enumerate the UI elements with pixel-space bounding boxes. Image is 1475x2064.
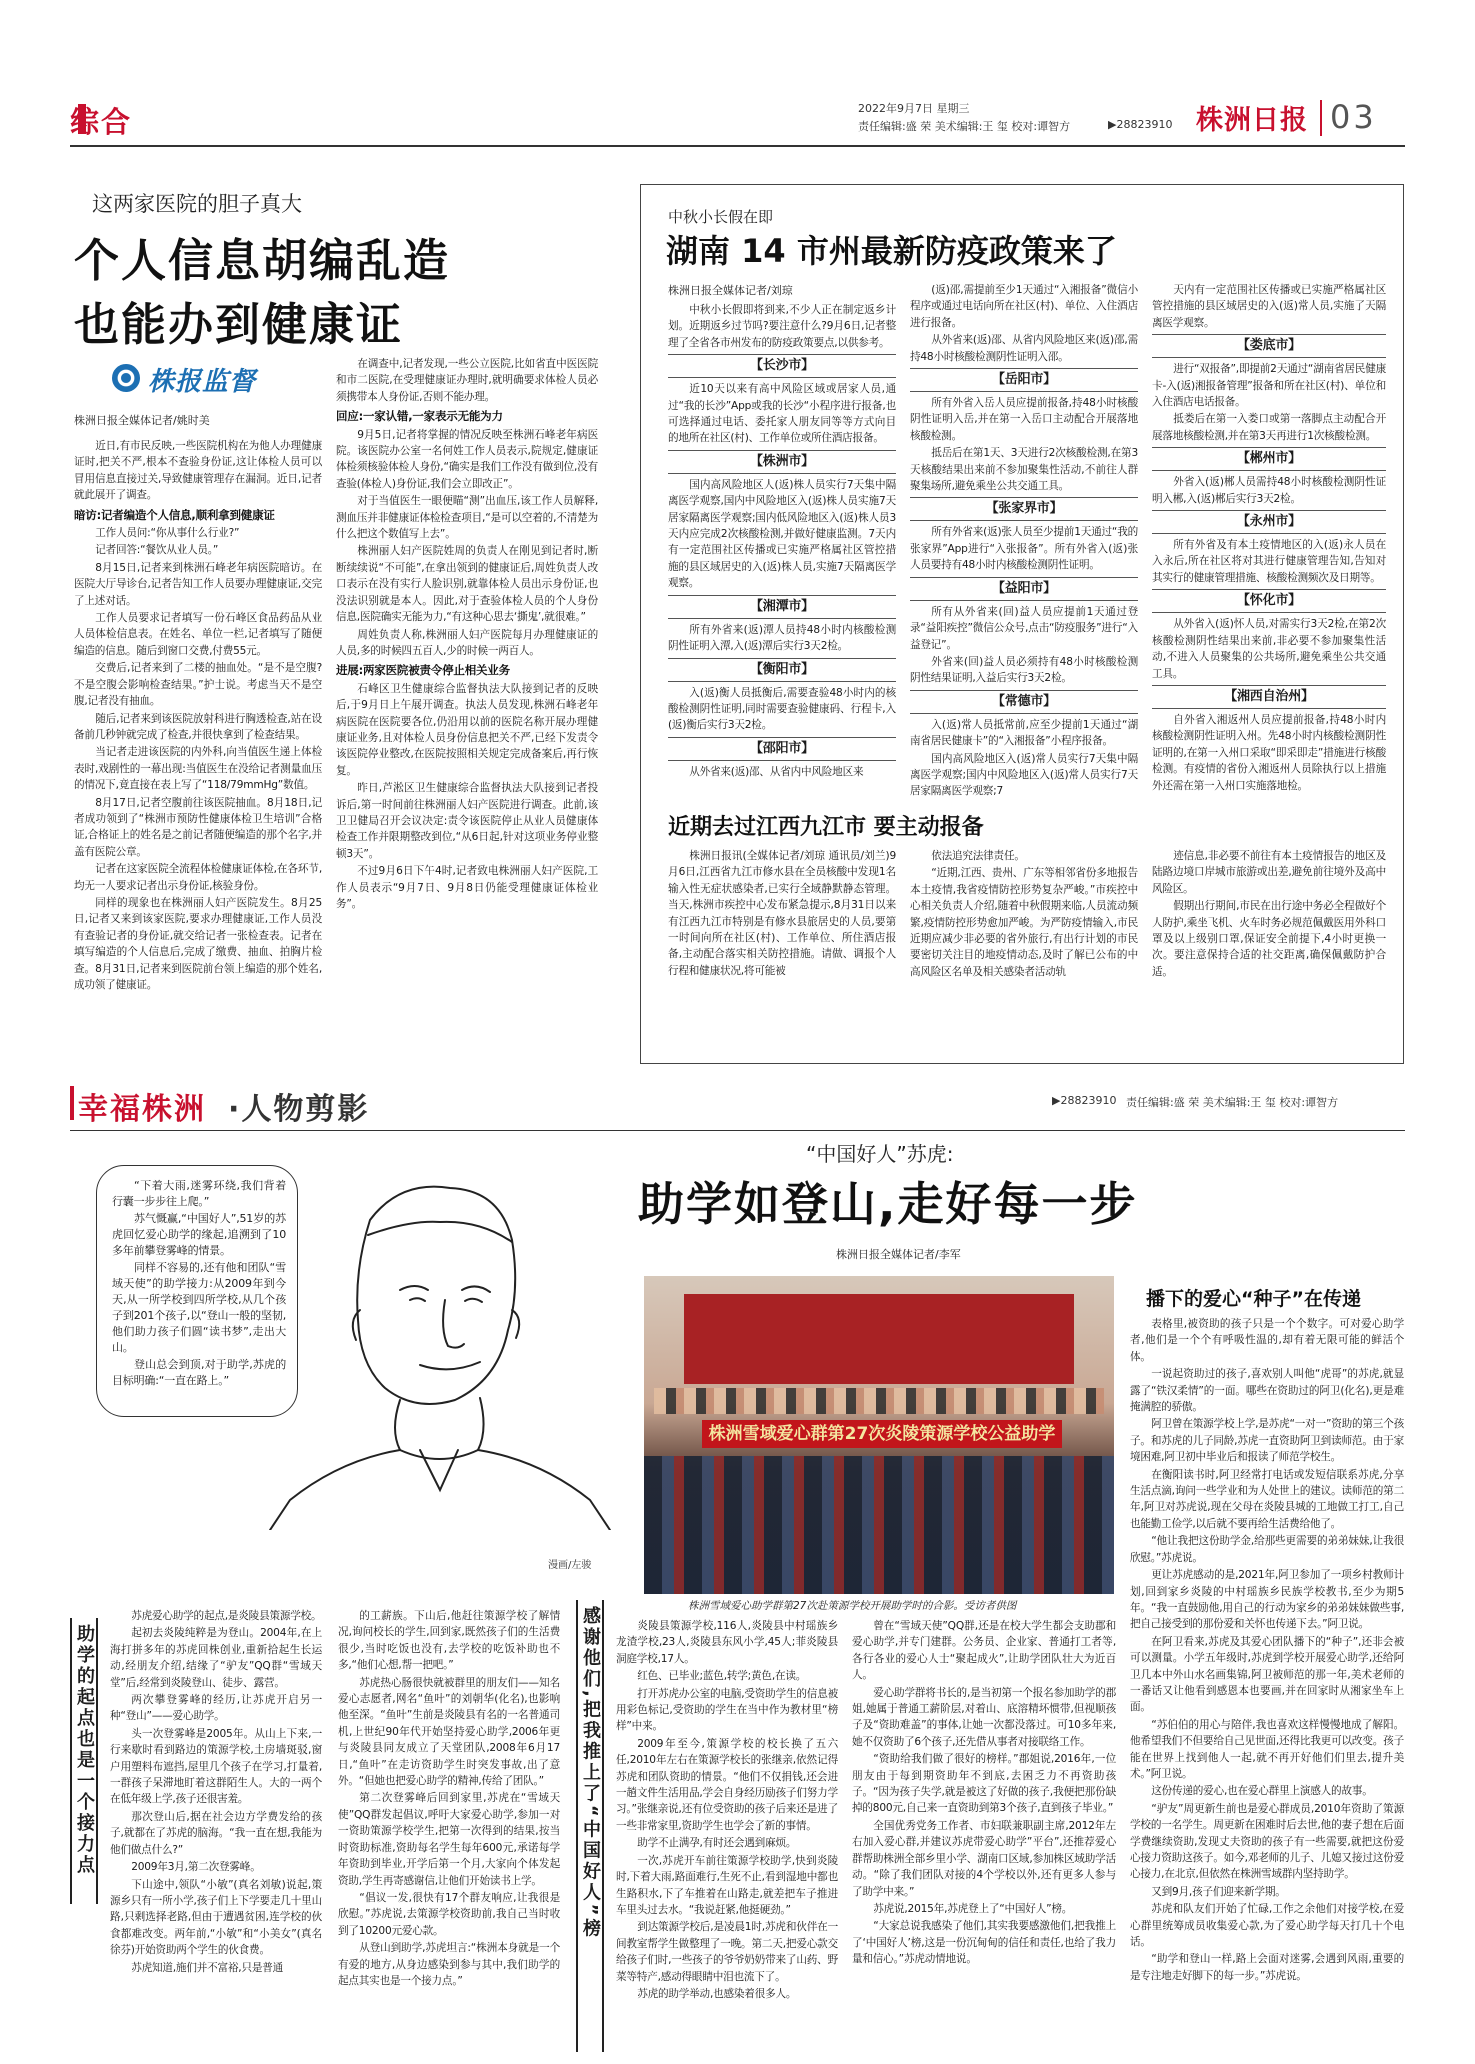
paragraph: 苏虎和队友们开始了忙碌,工作之余他们对接学校,在爱心群里统筹成员收集爱心款,为了爱心助学每天打几十个电话。 xyxy=(1130,1903,1404,1949)
region-heading: 【岳阳市】 xyxy=(910,368,1138,392)
feature-col-2 xyxy=(338,1608,560,2058)
hospital-title-line2: 也能办到健康证 xyxy=(74,298,404,351)
paragraph: 昨日,芦淞区卫生健康综合监督执法大队接到记者投诉后,第一时间前往株洲丽人妇产医院进行调查。此前,该卫卫健局召开会议决定:责令该医院停止从业人员健康体检查工作并限期整改到位,“从6日起,针对这项业务停业整顿3天”。 xyxy=(336,782,598,860)
paragraph: 所有外省来(返)张人员至少提前1天通过“我的张家界”App进行“入张报备”。所有外省入(返)张人员要持有48小时内核酸检测阴性证明。 xyxy=(910,526,1138,572)
region-heading: 【怀化市】 xyxy=(1152,589,1386,613)
paragraph: 随后,记者来到该医院放射科进行胸透检查,站在设备前几秒钟就完成了检查,并很快拿到了检查结果。 xyxy=(74,712,322,741)
paragraph: 从外省来(返)邵、从省内风险地区来(返)邵,需持48小时核酸检测阴性证明入邵。 xyxy=(910,334,1138,363)
paragraph: (返)邵,需提前至少1天通过“入湘报备”微信小程序或通过电话向所在社区(村)、单位、入住酒店进行报备。 xyxy=(910,284,1138,329)
paragraph: 记者回答:“餐饮从业人员。” xyxy=(95,544,219,557)
paragraph: 天内有一定范围社区传播或已实施严格属社区管控措施的县区域居史的入(返)常人员,实施了天隔离医学观察。 xyxy=(1152,284,1386,329)
paragraph: 进行“双报备”,即提前2天通过“湖南省居民健康卡-入(返)湘报备管理”报备和所在社区(村)、单位和入住酒店电话报备。 xyxy=(1152,363,1386,409)
paragraph: 石峰区卫生健康综合监督执法大队接到记者的反映后,于9月日上午展开调查。执法人员发现,株洲石峰老年病医院在医院要各位,仍沿用以前的医院名称开展办理健康证业务,且对体检人员身份信息把关不严,已经下发责令该医院停业整改,在医院按照相关规定完成备案后,再行恢复。 xyxy=(336,682,598,777)
paragraph: “下着大雨,迷雾环绕,我们背着行囊一步步往上爬。” xyxy=(112,1179,286,1208)
paragraph: 曾在“雪域天使”QQ群,还是在校大学生都会支助郡和爱心助学,并专门建群。公务员、企业家、普通打工者等,各行各业的爱心人士“聚起成火”,让助学团队壮大为近百人。 xyxy=(852,1620,1116,1682)
newspaper-logo: 株洲日报 xyxy=(1196,105,1308,136)
region-heading: 【娄底市】 xyxy=(1152,334,1386,358)
hospital-byline: 株洲日报全媒体记者/姚时美 xyxy=(74,414,210,427)
region-heading: 【株洲市】 xyxy=(668,450,896,474)
investigation-logo xyxy=(112,362,302,396)
paragraph: 周姓负责人称,株洲丽人妇产医院每月办理健康证的人员,多的时候四五百人,少的时候一两百人。 xyxy=(336,628,598,657)
paragraph: “近期,江西、贵州、广东等相邻省份多地报告本土疫情,我省疫情防控形势复杂严峻。”市疾控中心相关负责人介绍,随着中秋假期来临,人员流动频繁,疫情防控形势愈加严峻。为严防疫情输入,市民近期应减少非必要的省外旅行,有出行计划的市民要密切关注目的地疫情动态,及时了解已公布的中高风险区名单及相关感染者活动轨 xyxy=(910,867,1138,978)
paragraph: 苏虎热心肠很快就被群里的朋友们——知名爱心志愿者,网名“鱼叶”的刘朝华(化名),也影响他至深。“鱼叶”生前是炎陵县有名的一名普通司机,上世纪90年代开始坚持爱心助学,2006年更与炎陵县同友成立了天堂团队,2008年6月17日,“鱼叶”在走访资助学生时突发事故,出了意外。“但她也把爱心助学的精神,传给了团队。” xyxy=(338,1676,560,1788)
paragraph: 在阿卫看来,苏虎及其爱心团队播下的“种子”,还非会被可以测量。小学五年级时,苏虎到学校开展爱心助学,还给阿卫几本中外山水名画集锦,阿卫被师范的那一年,美术老师的一番话又让他看到感恩本也要画,并在回家时从湘家坐车上面。 xyxy=(1130,1635,1404,1714)
paragraph: “倡议一发,很快有17个群友响应,让我很是欣慰。”苏虎说,去策源学校资助前,我自己当时收到了10200元爱心款。 xyxy=(338,1891,560,1937)
paragraph: 工作人员问:“你从事什么行业?” xyxy=(95,527,240,540)
portrait-illustration xyxy=(250,1150,630,1530)
paragraph: 入(返)常人员抵常前,应至少提前1天通过“湖南省居民健康卡”的“入湘报备”小程序报备。 xyxy=(910,718,1138,748)
region-heading: 【衡阳市】 xyxy=(668,658,896,682)
paragraph: 第二次登雾峰后回到家里,苏虎在“雪域天使”QQ群发起倡议,呼吁大家爱心助学,参加一对一资助策源学校学生,把第一次得到的结果,按当时资助标准,资助每名学生每年600元,承诺每学年资助到毕业,开学后第一个月,大家向个体发起资助,学生再寄感谢信,让他们开始读书上学。 xyxy=(338,1792,560,1887)
page-number: 03 xyxy=(1330,98,1377,136)
paragraph: 全国优秀党务工作者、市妇联兼职副主席,2012年左右加入爱心群,并建议苏虎带爱心助学”平台”,还推荐爱心群帮助株洲全部乡里小学、湖南口区域,参加株区域助学活动。“除了我们团队对接的4个学校以外,还有更多人参与了助学中来。” xyxy=(852,1819,1116,1898)
hospital-col-1 xyxy=(74,438,322,1066)
paragraph: 这份传递的爱心,也在爱心群里上演感人的故事。 xyxy=(1151,1785,1373,1798)
jiujiang-col-1 xyxy=(668,848,896,1058)
paragraph: 又到9月,孩子们迎来新学期。 xyxy=(1151,1885,1286,1898)
paragraph: 记者在这家医院全流程体检健康证体检,在各环节,均无一人要求记者出示身份证,核验身份。 xyxy=(74,863,322,892)
paragraph: 到达策源学校后,是凌晨1时,苏虎和伙伴在一间教室帮学生做整理了一晚。第二天,把爱心款交给孩子们时,一些孩子的爷爷奶奶带来了山药、野菜等特产,感动得眼睛中泪也流下了。 xyxy=(616,1921,838,1983)
paragraph: “助学和登山一样,路上会面对迷雾,会遇到风雨,重要的是专注地走好脚下的每一步。”苏虎说。 xyxy=(1130,1953,1404,1982)
paragraph: 登山总会到顶,对于助学,苏虎的目标明确:“一直在路上。” xyxy=(112,1358,286,1387)
paragraph: 入(返)衡人员抵衡后,需要查验48小时内的核酸检测阴性证明,同时需要查验健康码、行程卡,入(返)衡后实行3天2检。 xyxy=(668,686,896,732)
region-heading: 【湘西自治州】 xyxy=(1152,685,1386,709)
paragraph: 苏虎知道,施们并不富裕,只是普通 xyxy=(131,1961,284,1974)
photo-caption: 株洲雪域爱心助学群第27次赴策源学校开展助学时的合影。受访者供图 xyxy=(688,1600,1017,1612)
paragraph: 当记者走进该医院的内外科,向当值医生递上体检表时,戏剧性的一幕出现:当值医生在没给记者测量血压的情况下,竟直接在表上写了“118/79mmHg”数值。 xyxy=(74,746,322,792)
paragraph: 同样的现象也在株洲丽人妇产医院发生。8月25日,记者又来到该家医院,要求办理健康证,工作人员没有查验记者的身份证,就交给记者一张检查表。记者在填写编造的个人信息后,完成了缴费、抽血、拍胸片检查。8月31日,记者来到医院前台领上编造的那个姓名,成功领了健康证。 xyxy=(74,896,322,991)
feature-kicker: “中国好人”苏虎: xyxy=(806,1142,954,1166)
paragraph: 从登山到助学,苏虎坦言:“株洲本身就是一个有爱的地方,从身边感染到参与其中,我们助学的起点其实也是一个接力点。” xyxy=(338,1942,560,1987)
section2-phone: ▶28823910 xyxy=(1052,1094,1117,1107)
paragraph: 近日,有市民反映,一些医院机构在为他人办理健康证时,把关不严,根本不查验身份证,这让体检人员可以冒用信息直接过关,导致健康管理存在漏洞。近日,记者就此展开了调查。 xyxy=(74,440,322,502)
covid-kicker: 中秋小长假在即 xyxy=(668,208,774,226)
subheading: 暗访:记者编造个人信息,顺利拿到健康证 xyxy=(74,507,275,522)
paragraph: 从外省来(返)邵、从省内中风险地区来 xyxy=(689,765,864,778)
hospital-title-line1: 个人信息胡编乱造 xyxy=(74,234,451,287)
paragraph: 表格里,被资助的孩子只是一个个数字。可对爱心助学者,他们是一个个有呼吸性温的,却有着无限可能的鲜活个体。 xyxy=(1130,1318,1404,1363)
right-column xyxy=(1130,1316,1404,2056)
paragraph: 下山途中,领队“小敏”(真名刘敏)说起,策源乡只有一所小学,孩子们上下学要走几十里山路,只剩选择老路,但由于遭遇贫困,连学校的伙食都难改变。两年前,“小敏”和“小美女”(真名徐芬)开始资助两个学生的伙食费。 xyxy=(110,1878,322,1957)
paragraph: 在衡阳读书时,阿卫经常打电话或发短信联系苏虎,分享生活点滴,询问一些学业和为人处世上的建议。读师范的第二年,阿卫对苏虎说,现在父母在炎陵县城的工地做工打工,自己也能勤工俭学,以后就不要再给生活费给他了。 xyxy=(1130,1468,1404,1530)
paragraph: 阿卫曾在策源学校上学,是苏虎“一对一”资助的第三个孩子。和苏虎的儿子同龄,苏虎一直资助阿卫到读师范。由于家境困难,阿卫初中毕业后和报读了师范学校生。 xyxy=(1130,1418,1404,1464)
section2-rule xyxy=(70,1130,1405,1131)
paragraph: 8月17日,记者空腹前往该医院抽血。8月18日,记者成功领到了“株洲市预防性健康体检卫生培训”合格证,合格证上的姓名是之前记者随便编造的那个名字,并盖有医院公章。 xyxy=(74,796,322,858)
region-heading: 【益阳市】 xyxy=(910,577,1138,601)
paragraph: “资助给我们做了很好的榜样。”郡姐说,2016年,一位朋友由于每到期资助年不到底,去困乏力不再资助孩子。“因为孩子失学,就是被这了好做的孩子,我便把那份缺掉的800元,自己来一直资助到第3个孩子,直到孩子毕业。” xyxy=(852,1753,1116,1815)
paragraph: 外省入(返)郴人员需持48小时核酸检测阴性证明入郴,入(返)郴后实行3天2检。 xyxy=(1152,476,1386,505)
paragraph: 从外省入(返)怀人员,对需实行3天2检,在第2次核酸检测阴性结果出来前,非必要不参加聚集性活动,不进入人员聚集的公共场所,避免乘坐公共交通工具。 xyxy=(1152,618,1386,680)
paragraph: “他让我把这份助学金,给那些更需要的弟弟妹妹,让我很欣慰。”苏虎说。 xyxy=(1130,1535,1404,1564)
section2-editors: 责任编辑:盛 荣 美术编辑:王 玺 校对:谭智方 xyxy=(1126,1096,1339,1109)
paragraph: 爱心助学群将书长的,是当初第一个报名参加助学的郡姐,她属于普通工薪阶层,对着山、底溶精坏惯带,但视顺孩子及“资助难盖”的事体,让她一次都没落过。可10多年来,她不仅资助了6个孩子,还先借从事者对接联络工作。 xyxy=(852,1686,1116,1748)
covid-col-3 xyxy=(1152,282,1386,802)
feature-col-3 xyxy=(616,1618,838,2058)
covid-col-1 xyxy=(668,302,896,802)
paragraph: 同样不容易的,还有他和团队“雪域天使”的助学接力:从2009年到今天,从一所学校到四所学校,从几个孩子到201个孩子,以“登山一般的坚韧,他们助力孩子们圆“读书梦”,走出大山。 xyxy=(112,1261,286,1354)
portrait-sketch xyxy=(250,1150,630,1530)
lens-icon xyxy=(112,364,140,392)
header-rule xyxy=(70,145,1405,147)
paragraph: 苏虎爱心助学的起点,是炎陵县策源学校。 xyxy=(131,1610,322,1622)
paragraph: “驴友”周更新生前也是爱心群成员,2010年资助了策源学校的一名学生。周更新在困难时后去世,他的妻子想在后面学费继续资助,发现丈夫资助的孩子有一些需要,就把这份爱心接力资助这孩子。如今,邓老师的儿子、儿媳又接过这份爱心接力,在北京,但依然在株洲雪域群内坚持助学。 xyxy=(1130,1802,1404,1881)
jiujiang-col-2 xyxy=(910,848,1138,1058)
paragraph: 9月5日,记者将掌握的情况反映至株洲石峰老年病医院。该医院办公室一名何姓工作人员表示,院规定,健康证体检须核验体检人身份,“确实是我们工作没有做到位,没有查验(体检人)身份证,我们会立即改正”。 xyxy=(336,428,598,490)
feature-byline: 株洲日报全媒体记者/李军 xyxy=(836,1248,961,1261)
paragraph: 更让苏虎感动的是,2021年,阿卫参加了一项乡村教师计划,回到家乡炎陵的中村瑶族乡民族学校教书,至少为期5年。“我一直鼓励他,用自己的行动为家乡的弟弟妹妹做些事,把自己接受到的那份爱和关怀也传递下去。”阿卫说。 xyxy=(1130,1569,1404,1631)
vertical-title-1: 助学的起点也是一个接力点 xyxy=(70,1618,98,1904)
logo-divider xyxy=(1320,100,1322,136)
paragraph: 株洲日报讯(全媒体记者/刘琼 通讯员/刘兰)9月6日,江西省九江市修水县在全员核酸中发现1名输入性无症状感染者,已实行全域静默静态管理。当天,株洲市疾控中心发布紧急提示,8月31日以来有江西九江市特别是有修水县旅居史的人员,要第一时间向所在社区(村)、工作单位、所住酒店报备,主动配合落实相关防控措施。请做、调报个人行程和健康状况,将可能被 xyxy=(668,850,896,977)
feature-title: 助学如登山,走好每一步 xyxy=(638,1177,1138,1231)
section2-accent-bar xyxy=(70,1086,74,1120)
paragraph: 那次登山后,据在社会边方学费发给的孩子,就都在了苏虎的脑海。“我一直在想,我能为他们做点什么?” xyxy=(110,1810,322,1856)
covid-byline: 株洲日报全媒体记者/刘琼 xyxy=(668,284,793,297)
illustrator-credit: 漫画/左骏 xyxy=(548,1560,592,1571)
region-heading: 【常德市】 xyxy=(910,690,1138,714)
hospital-col-2 xyxy=(336,356,598,1066)
paragraph: 所有外省及有本土疫情地区的入(返)永人员在入永后,所在社区将对其进行健康管理告知,告知对其实行的健康管理措施、核酸检测频次及日期等。 xyxy=(1152,539,1386,584)
paragraph: 两次攀登雾峰的经历,让苏虎开启另一种“登山”——爱心助学。 xyxy=(110,1694,322,1723)
covid-col-2 xyxy=(910,282,1138,802)
paragraph: 红色、已毕业;蓝色,转学;黄色,在读。 xyxy=(637,1670,807,1683)
paragraph: 迹信息,非必要不前往有本土疫情报告的地区及陆路边境口岸城市旅游或出差,避免前往境外及高中风险区。 xyxy=(1152,850,1386,895)
section2-name: 幸福株洲 xyxy=(78,1092,206,1127)
paragraph: 助学不止满孕,有时还会遇到麻烦。 xyxy=(637,1837,797,1850)
vertical-title-2: 感谢他们,把我推上了“中国好人”榜 xyxy=(576,1600,604,2052)
paragraph: 不过9月6日下午4时,记者致电株洲丽人妇产医院,工作人员表示“9月7日、9月8日仍能受理健康证体检业务”。 xyxy=(336,865,598,910)
paragraph: 8月15日,记者来到株洲石峰老年病医院暗访。在医院大厅导诊台,记者告知工作人员要办理健康证,交完了上述对话。 xyxy=(74,561,322,607)
feature-col-4 xyxy=(852,1618,1116,2058)
investigation-logo-text: 株报监督 xyxy=(148,367,257,397)
paragraph: 2009年至今,策源学校的校长换了五六任,2010年左右在策源学校长的张继亲,依然记得苏虎和团队资助的情景。“他们不仅捐钱,还会进一趟文件生活用品,学会自身经历励孩子们努力学习。”张继亲说,还有位受资助的孩子后来还是进了一些非常家里,资助学生也学会了新的事情。 xyxy=(616,1737,838,1832)
paragraph: 国内高风险地区入(返)常人员实行7天集中隔离医学观察;国内中风险地区入(返)常人员实行7天居家隔离医学观察;7 xyxy=(910,752,1138,798)
paragraph: 头一次登雾峰是2005年。从山上下来,一行来歇时看到路边的策源学校,土房墙斑驳,窗户用塑料布遮挡,屋里几个孩子在学习,打量着,一群孩子呆滞地盯着这群陌生人。大的一两个在低年级上学,孩子还很害羞。 xyxy=(110,1727,322,1806)
paragraph: 起初去炎陵纯粹是为登山。2004年,在上海打拼多年的苏虎回株创业,重新拾起生长运动,经朋友介绍,结缘了“驴友”QQ群“雪域天堂”后,经常到炎陵登山、徒步、露营。 xyxy=(110,1627,322,1689)
header-editors: 责任编辑:盛 荣 美术编辑:王 玺 校对:谭智方 xyxy=(858,120,1071,133)
photo-faces-row1 xyxy=(654,1388,1104,1414)
paragraph: 株洲丽人妇产医院姓周的负责人在刚见到记者时,断断续续说“不可能”,在拿出领到的健康证后,周姓负责人改口表示在没有实行人脸识别,就靠体检人员出示身份证,也没法识别就是本人。因此,对于查验体检人员的个人身份信息,医院确实无能为力,“有这种心思去‘撕鬼’,就很难。” xyxy=(336,545,598,624)
paragraph: 抵娄后在第一入娄口或第一落脚点主动配合开展落地核酸检测,并在第3天再进行1次核酸检测。 xyxy=(1152,413,1386,442)
paragraph: 所有从外省来(回)益人员应提前1天通过登录“益阳疾控”微信公众号,点击“防疫服务”进行“入益登记”。 xyxy=(910,605,1138,651)
section-label: 综合 xyxy=(70,105,133,139)
paragraph: 对于当值医生一眼便瞄“测”出血压,该工作人员解释,测血压并非健康证体检检查项目,“是可以空着的,不清楚为什么把这个数值写上去”。 xyxy=(336,495,598,541)
paragraph: 在调查中,记者发现,一些公立医院,比如省直中医医院和市二医院,在受理健康证办理时,就明确要求体检人员必须携带本人身份证,否则不能办理。 xyxy=(336,358,598,403)
paragraph: 交费后,记者来到了二楼的抽血处。“是不是空腹?不是空腹会影响检查结果。”护士说。考虑当天不是空腹,记者没有抽血。 xyxy=(74,662,322,708)
subheading: 回应:一家认错,一家表示无能为力 xyxy=(336,409,503,424)
paragraph: 炎陵县策源学校,116人,炎陵县中村瑶族乡龙渣学校,23人,炎陵县东风小学,45人;菲炎陵县洞庭学校,17人。 xyxy=(616,1620,838,1665)
photo-backdrop xyxy=(684,1294,1074,1384)
section2-sub: ·人物剪影 xyxy=(228,1092,370,1127)
paragraph: 依法追究法律责任。 xyxy=(931,850,1025,862)
header-phone: ▶28823910 xyxy=(1108,118,1173,131)
paragraph: 工作人员要求记者填写一份石峰区食品药品从业人员体检信息表。在姓名、单位一栏,记者填写了随便编造的信息。随后到窗口交费,付费55元。 xyxy=(74,612,322,657)
paragraph: 的工薪族。下山后,他赶往策源学校了解情况,询问校长的学生,回到家,既然孩子们的生活费很少,当时吃饭也没有,去学校的吃饭补助也不多,“他们心想,帮一把吧。” xyxy=(338,1610,560,1672)
paragraph: 苏气慨赢,“中国好人”,51岁的苏虎回忆爱心助学的缘起,追溯到了10多年前攀登雾峰的情景。 xyxy=(112,1212,286,1257)
region-heading: 【郴州市】 xyxy=(1152,447,1386,471)
region-heading: 【张家界市】 xyxy=(910,497,1138,521)
header-date: 2022年9月7日 星期三 xyxy=(858,102,970,115)
jiujiang-col-3 xyxy=(1152,848,1386,1058)
paragraph: 抵岳后在第1天、3天进行2次核酸检测,在第3天核酸结果出来前不参加聚集性活动,不前往人群聚集场所,避免乘坐公共交通工具。 xyxy=(910,447,1138,493)
quote-callout xyxy=(96,1165,298,1417)
right-subtitle: 播下的爱心“种子”在传递 xyxy=(1146,1288,1361,1310)
paragraph: 外省来(回)益人员必须持有48小时核酸检测阴性结果证明,入益后实行3天2检。 xyxy=(910,655,1138,685)
group-photo xyxy=(644,1276,1114,1594)
region-heading: 【长沙市】 xyxy=(668,354,896,378)
paragraph: 一说起资助过的孩子,喜欢别人叫他“虎哥”的苏虎,就显露了“铁汉柔情”的一面。哪些在资助过的阿卫(化名),更是难掩满腔的骄傲。 xyxy=(1130,1368,1404,1414)
paragraph: “苏伯伯的用心与陪伴,我也喜欢这样慢慢地成了解阳。他希望我们不但要给自己见世面,还得比我更可以改变。孩子能在世界上找到他人一起,就不再开好他们们里去,提升美术。”阿卫说。 xyxy=(1130,1718,1404,1780)
paragraph: 打开苏虎办公室的电脑,受资助学生的信息被用彩色标记,受资助的学生在当中作为教材里“榜样”中来。 xyxy=(616,1687,838,1733)
paragraph: 所有外省入岳人员应提前报备,持48小时核酸阴性证明入岳,并在第一入岳口主动配合开展落地核酸检测。 xyxy=(910,397,1138,442)
paragraph: 国内高风险地区人(返)株人员实行7天集中隔离医学观察,国内中风险地区入(返)株人员实施7天居家隔离医学观察;国内低风险地区入(返)株人员3天内应完成2次核酸检测,并做好健康监测。7天内有一定范围社区传播或已实施严格属社区管控措施的县区域居史的入(返)株人员,实施7天隔离医学观察。 xyxy=(668,478,896,590)
region-heading: 【永州市】 xyxy=(1152,510,1386,534)
hospital-kicker: 这两家医院的胆子真大 xyxy=(92,192,302,216)
paragraph: 自外省入湘返州人员应提前报备,持48小时内核酸检测阴性证明入州。先48小时内核酸检测阴性证明的,在第一入州口采取“即采即走”措施进行核酸检测。有疫情的省份入湘返州人员除执行以上措施外还需在第一入州口实施落地检。 xyxy=(1152,713,1386,792)
paragraph: 苏虎说,2015年,苏虎登上了“中国好人”榜。 xyxy=(873,1902,1073,1915)
paragraph: 一次,苏虎开车前往策源学校助学,快到炎陵时,下着大雨,路面难行,生死不止,看到湿地中都也生路积水,下了车推着在山路走,就差把车子推进车里头过去水。“我说赶紧,他挺硬劲。” xyxy=(616,1854,838,1916)
paragraph: 近10天以来有高中风险区域或居家人员,通过“我的长沙”App或我的长沙“小程序进行报备,也可选择通过电话、委托家人朋友同等等方式向目的地所在社区(村)、工作单位或所住酒店报备。 xyxy=(668,383,896,445)
paragraph: 2009年3月,第二次登雾峰。 xyxy=(131,1861,261,1874)
feature-col-1 xyxy=(110,1608,322,2058)
paragraph: “大家总说我感染了他们,其实我要感激他们,把我推上了‘中国好人’榜,这是一份沉甸甸的信任和责任,也给了我力量和信心。”苏虎动情地说。 xyxy=(852,1920,1116,1966)
photo-banner: 株洲雪域爱心群第27次炎陵策源学校公益助学 xyxy=(702,1420,1062,1448)
paragraph: 苏虎的助学举动,也感染着很多人。 xyxy=(637,1987,797,2000)
photo-crowd xyxy=(644,1456,1114,1594)
paragraph: 中秋小长假即将到来,不少人正在制定返乡计划。近期返乡过节吗?要注意什么?9月6日,记者整理了全省各市州发布的防疫政策要点,以供参考。 xyxy=(668,304,896,349)
paragraph: 所有外省来(返)潭人员持48小时内核酸检测阴性证明入潭,入(返)潭后实行3天2检。 xyxy=(668,623,896,653)
subheading: 进展:两家医院被责令停止相关业务 xyxy=(336,663,510,678)
paragraph: 假期出行期间,市民在出行途中务必全程做好个人防护,乘坐飞机、火车时务必规范佩戴医用外科口罩及以上级别口罩,保证安全前提下,4小时更换一次。要注意保持合适的社交距离,确保佩戴防护合适。 xyxy=(1152,900,1386,978)
jiujiang-title: 近期去过江西九江市 要主动报备 xyxy=(668,815,984,840)
region-heading: 【湘潭市】 xyxy=(668,595,896,619)
region-heading: 【邵阳市】 xyxy=(668,737,896,761)
covid-title: 湖南 14 市州最新防疫政策来了 xyxy=(666,232,1117,270)
